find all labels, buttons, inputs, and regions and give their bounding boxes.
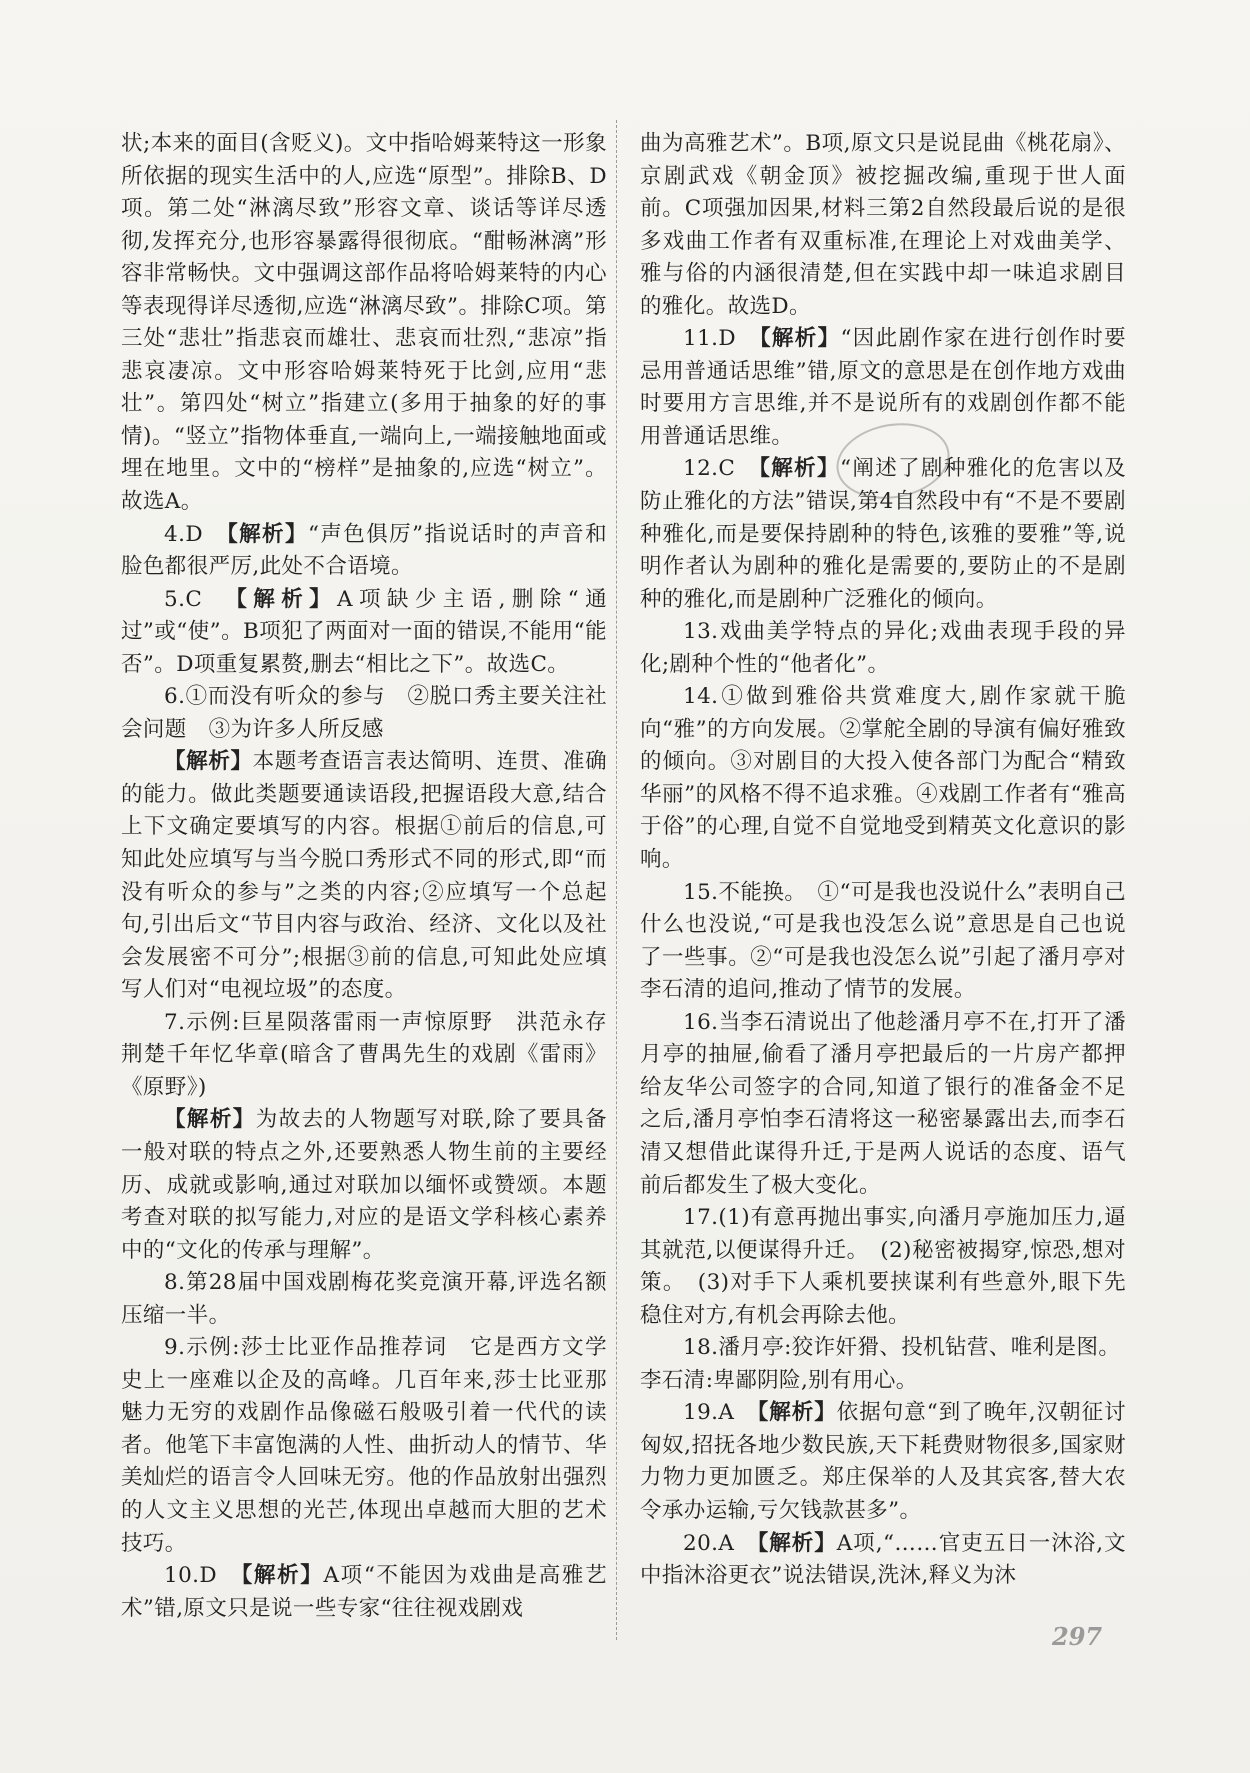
answer-text: A项,“……官吏五日一沐浴,文中指沐浴更衣”说法错误,洗沐,释义为沐 [640, 1530, 1127, 1589]
analysis-label: 【解析】 [757, 1530, 837, 1556]
answer-number: 4.D [164, 521, 203, 547]
column-divider [616, 120, 617, 1640]
answer-text: 第28届中国戏剧梅花奖竞演开幕,评选名额压缩一半。 [121, 1270, 607, 1328]
answer-18 [640, 1332, 1126, 1365]
analysis-label: 【解析】 [164, 1107, 256, 1133]
answer-18-cont [640, 1365, 1126, 1398]
answer-text: 戏曲美学特点的异化;戏曲表现手段的异化;剧种个性的“他者化”。 [640, 619, 1126, 677]
right-column [640, 128, 1126, 1593]
answer-text: “阐述了剧种雅化的危害以及防止雅化的方法”错误,第4自然段中有“不是不要剧种雅化,而是要保持剧种的特色,该雅的要雅”等,说明作者认为剧种的雅化是需要的,要防止的不是剧种的雅化,而是剧种广泛雅化的倾向。 [640, 456, 1126, 612]
answer-text: A项“不能因为戏曲是高雅艺术”错,原文只是说一些专家“往往视戏剧戏 [121, 1563, 607, 1621]
answer-7 [121, 1007, 607, 1105]
answer-text: 示例:巨星陨落雷雨一声惊原野 洪范永存荆楚千年忆华章(暗含了曹禺先生的戏剧《雷雨》《原野》) [121, 1009, 607, 1100]
answer-number: 20.A [683, 1530, 735, 1556]
answer-text: (1)有意再抛出事实,向潘月亭施加压力,逼其就范,以便谋得升迁。 (2)秘密被揭穿,惊恐,想对策。 (3)对手下人乘机要挟谋利有些意外,眼下先稳住对方,有机会再除去他。 [640, 1205, 1126, 1328]
answer-number: 7. [164, 1009, 186, 1035]
analysis-label: 【解析】 [226, 521, 308, 547]
paragraph-text: 状;本来的面目(含贬义)。文中指哈姆莱特这一形象所依据的现实生活中的人,应选“原型”。排除B、D项。第二处“淋漓尽致”形容文章、谈话等详尽透彻,发挥充分,也形容暴露得很彻底。“酣畅淋漓”形容非常畅快。文中强调这部作品将哈姆莱特的内心等表现得详尽透彻,应选“淋漓尽致”。排除C项。第三处“悲壮”指悲哀而雄壮、悲哀而壮烈,“悲凉”指悲哀凄凉。文中形容哈姆莱特死于比剑,应用“悲壮”。第四处“树立”指建立(多用于抽象的好的事情)。“竖立”指物体垂直,一端向上,一端接触地面或埋在地里。文中的“榜样”是抽象的,应选“树立”。故选A。 [121, 131, 607, 515]
analysis-7 [121, 1104, 607, 1267]
answer-text: “因此剧作家在进行创作时要忌用普通话思维”错,原文的意思是在创作地方戏曲时要用方言思维,并不是说所有的戏剧创作都不能用普通话思维。 [640, 326, 1126, 449]
answer-number: 5.C [164, 586, 203, 612]
analysis-6 [121, 746, 607, 1006]
answer-text: 潘月亭:狡诈奸猾、投机钻营、唯利是图。 [718, 1335, 1121, 1361]
left-column [121, 128, 607, 1625]
analysis-label: 【解析】 [164, 749, 253, 775]
answer-text: 为故去的人物题写对联,除了要具备一般对联的特点之外,还要熟悉人物生前的主要经历、成就或影响,通过对联加以缅怀或赞颂。本题考查对联的拟写能力,对应的是语文学科核心素养中的“文化的传承与理解”。 [121, 1107, 607, 1263]
paragraph [640, 128, 1126, 323]
answer-number: 17. [683, 1205, 719, 1231]
answer-text: 依据句意“到了晚年,汉朝征讨匈奴,招抚各地少数民族,天下耗费财物很多,国家财力物力更加匮乏。郑庄保举的人及其宾客,替大农令承办运输,亏欠钱款甚多”。 [640, 1400, 1126, 1523]
answer-number: 11.D [683, 326, 737, 352]
analysis-label: 【解析】 [241, 1563, 324, 1589]
answer-5 [121, 584, 607, 682]
answer-14 [640, 681, 1126, 876]
answer-number: 10.D [164, 1563, 218, 1589]
answer-number: 16. [683, 1009, 719, 1035]
answer-number: 19.A [683, 1400, 735, 1426]
analysis-label: 【解析】 [759, 326, 841, 352]
analysis-label: 【解析】 [759, 456, 840, 482]
answer-text: 示例:莎士比亚作品推荐词 它是西方文学史上一座难以企及的高峰。几百年来,莎士比亚那魅力无穷的戏剧作品像磁石般吸引着一代代的读者。他笔下丰富饱满的人性、曲折动人的情节、华美灿烂的语言令人回味无穷。他的作品放射出强烈的人文主义思想的光芒,体现出卓越而大胆的艺术技巧。 [121, 1335, 607, 1556]
answer-16 [640, 1007, 1126, 1202]
answer-text: 当李石清说出了他趁潘月亭不在,打开了潘月亭的抽屉,偷看了潘月亭把最后的一片房产都押给友华公司签字的合同,知道了银行的准备金不足之后,潘月亭怕李石清将这一秘密暴露出去,而李石清又想借此谋得升迁,于是两人说话的态度、语气前后都发生了极大变化。 [640, 1009, 1126, 1198]
answer-number: 8. [164, 1270, 186, 1296]
answer-text: ①而没有听众的参与 ②脱口秀主要关注社会问题 ③为许多人所反感 [121, 684, 607, 742]
answer-text: A项缺少主语,删除“通过”或“使”。B项犯了两面对一面的错误,不能用“能否”。D项重复累赘,删去“相比之下”。故选C。 [121, 586, 607, 677]
answer-17 [640, 1202, 1126, 1332]
answer-20 [640, 1528, 1126, 1593]
answer-15 [640, 877, 1126, 1007]
answer-8 [121, 1267, 607, 1332]
paragraph [121, 128, 607, 519]
answer-19 [640, 1397, 1126, 1527]
answer-13 [640, 616, 1126, 681]
answer-number: 13. [683, 619, 719, 645]
answer-number: 15. [683, 879, 719, 905]
answer-text: 不能换。 ①“可是我也没说什么”表明自己什么也没说,“可是我也没怎么说”意思是自己也说了一些事。②“可是我也没怎么说”引起了潘月亭对李石清的追问,推动了情节的发展。 [640, 879, 1126, 1003]
answer-9 [121, 1332, 607, 1560]
answer-text: 李石清:卑鄙阴险,别有用心。 [640, 1367, 918, 1393]
answer-4 [121, 519, 607, 584]
page-number: 297 [1052, 1622, 1103, 1651]
paragraph-text: 曲为高雅艺术”。B项,原文只是说昆曲《桃花扇》、京剧武戏《朝金顶》被挖掘改编,重现于世人面前。C项强加因果,材料三第2自然段最后说的是很多戏曲工作者有双重标准,在理论上对戏曲美学、雅与俗的内涵很清楚,但在实践中却一味追求剧目的雅化。故选D。 [640, 131, 1126, 319]
answer-text: ①做到雅俗共赏难度大,剧作家就干脆向“雅”的方向发展。②掌舵全剧的导演有偏好雅致的倾向。③对剧目的大投入使各部门为配合“精致华丽”的风格不得不追求雅。④戏剧工作者有“雅高于俗”的心理,自觉不自觉地受到精英文化意识的影响。 [640, 684, 1126, 873]
answer-text: “声色俱厉”指说话时的声音和脸色都很严厉,此处不合语境。 [121, 521, 607, 580]
answer-number: 14. [683, 684, 719, 710]
analysis-label: 【解析】 [757, 1400, 837, 1426]
answer-number: 18. [683, 1335, 719, 1361]
answer-number: 6. [164, 684, 186, 710]
answer-text: 本题考查语言表达简明、连贯、准确的能力。做此类题要通读语段,把握语段大意,结合上下文确定要填写的内容。根据①前后的信息,可知此处应填写与当今脱口秀形式不同的形式,即“而没有听众的参与”之类的内容;②应填写一个总起句,引出后文“节目内容与政治、经济、文化以及社会发展密不可分”;根据③前的信息,可知此处应填写人们对“电视垃圾”的态度。 [121, 749, 607, 1003]
answer-number: 12.C [683, 456, 736, 482]
answer-10 [121, 1560, 607, 1625]
answer-number: 9. [164, 1335, 186, 1361]
analysis-label: 【解析】 [236, 586, 338, 612]
answer-6 [121, 681, 607, 746]
